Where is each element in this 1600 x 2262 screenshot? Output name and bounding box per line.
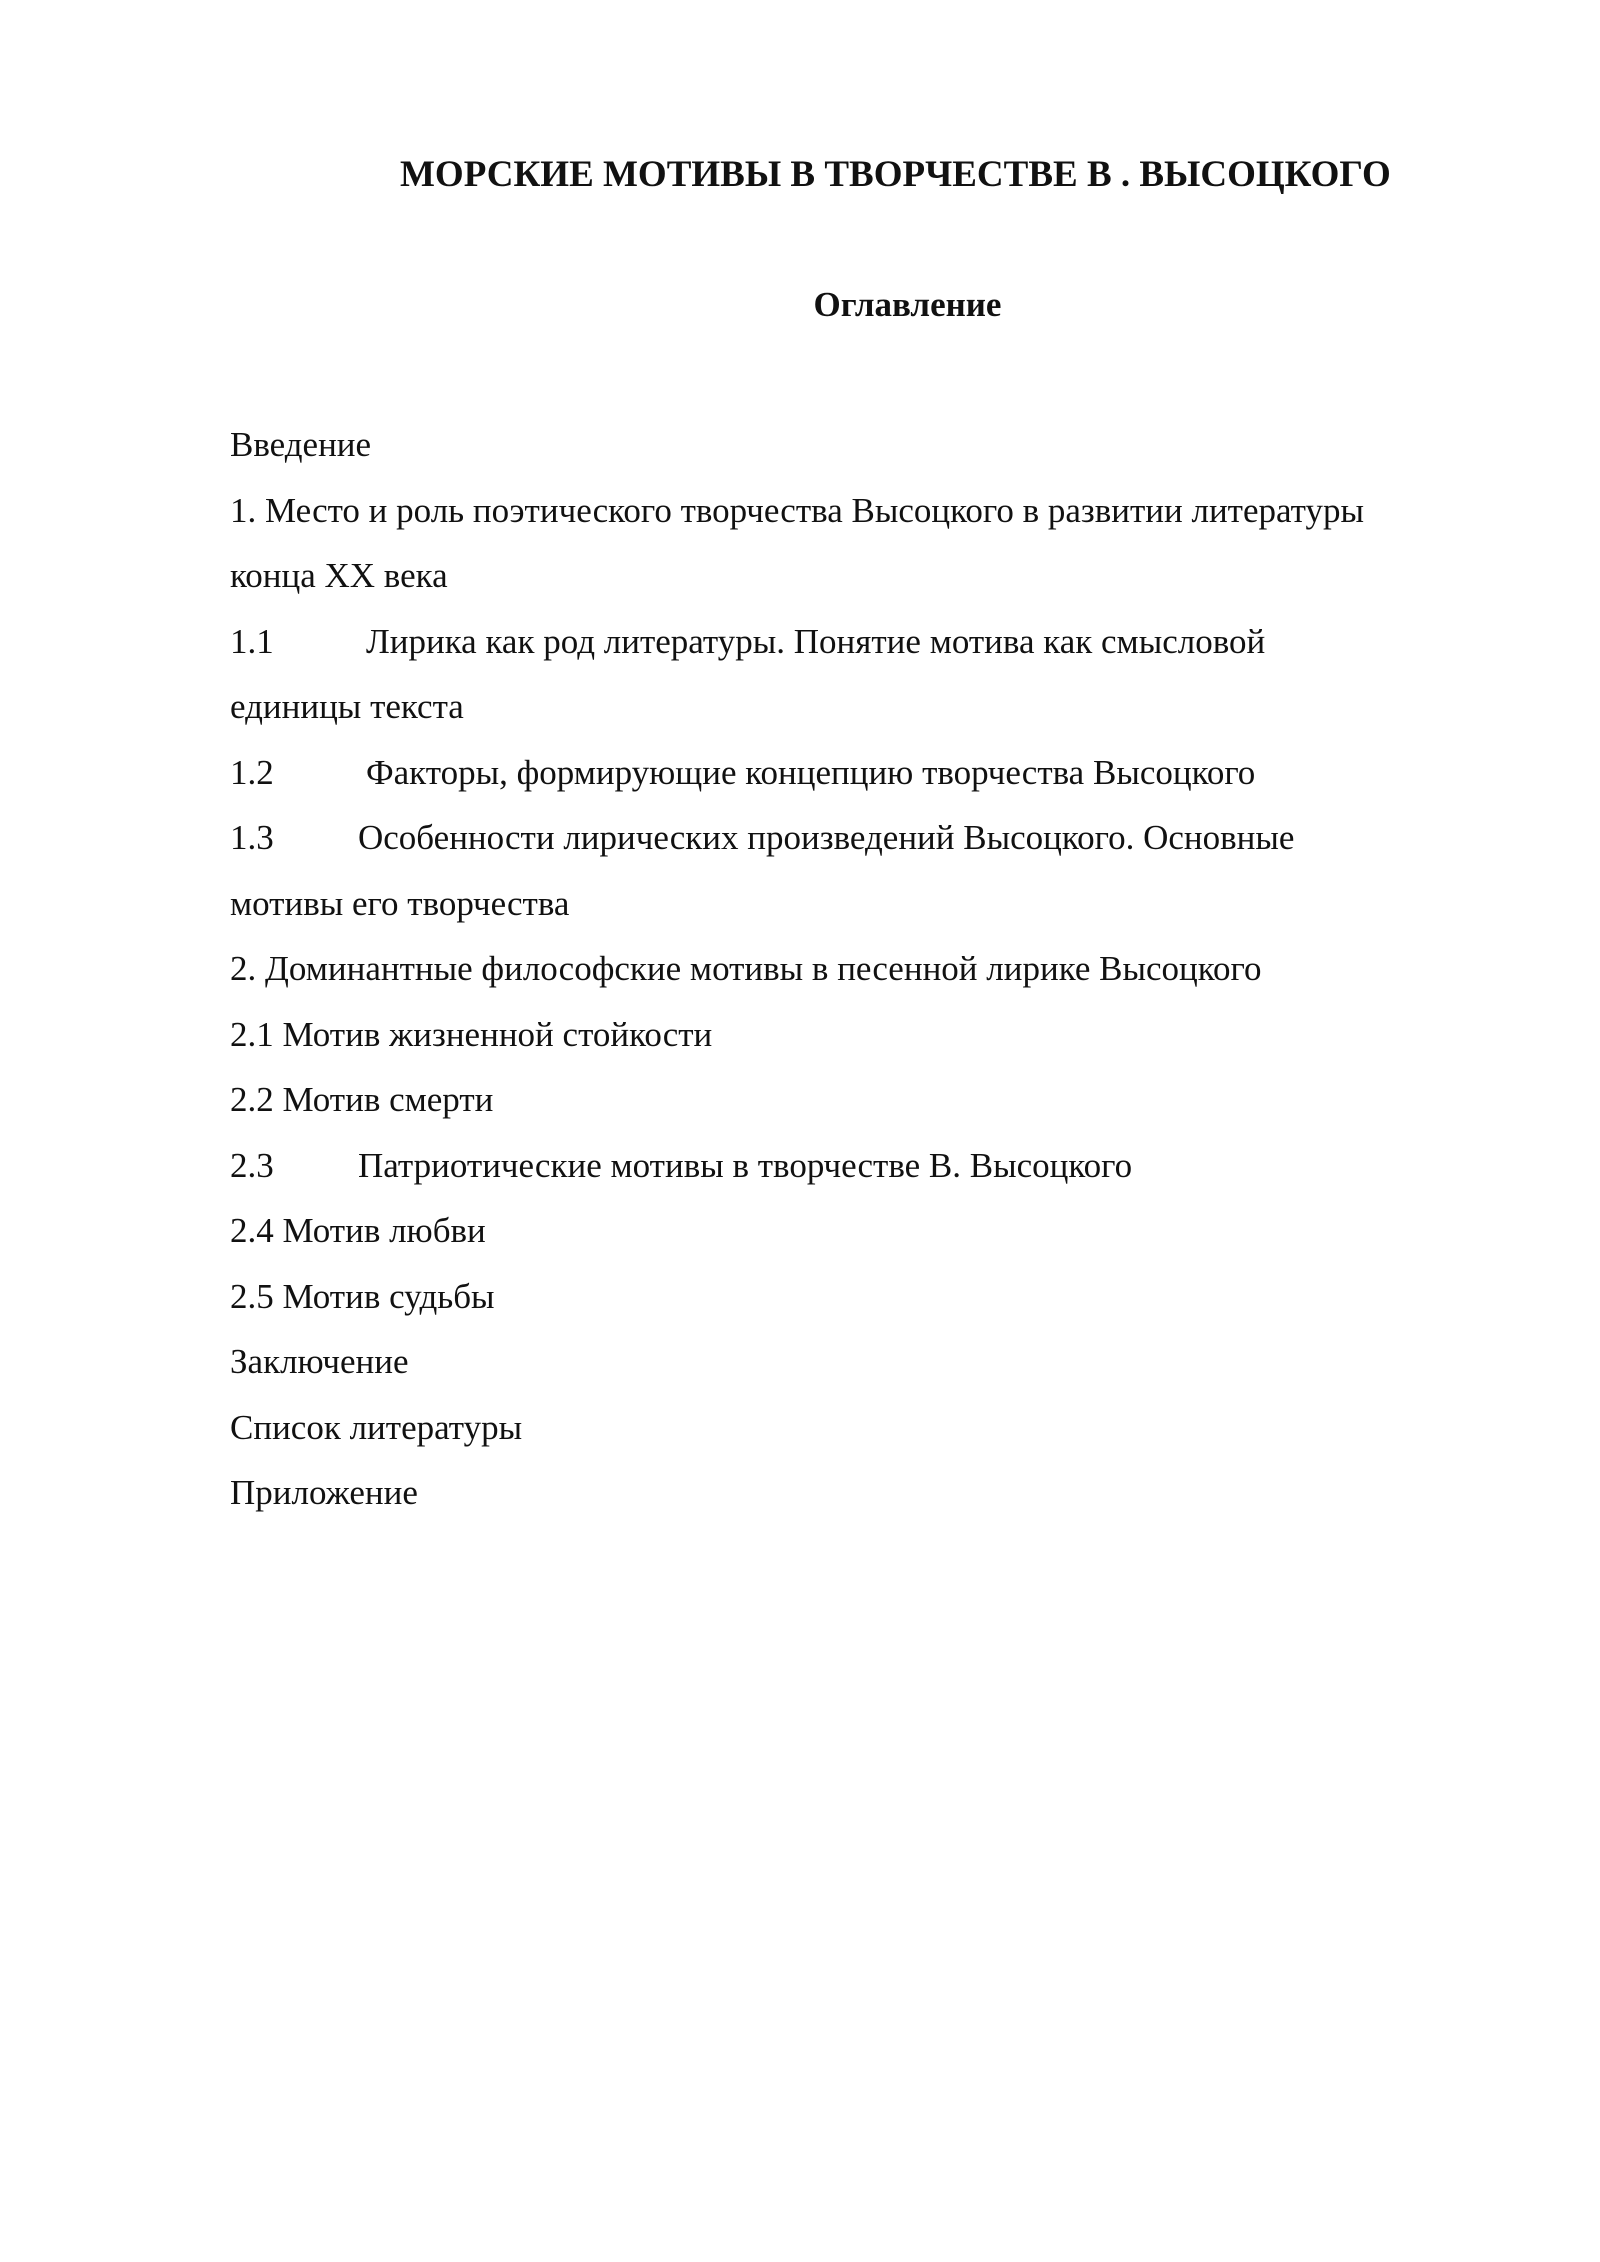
toc-item-text: Лирика как род литературы. Понятие мотива как смысловой bbox=[366, 621, 1266, 661]
toc-item-section-1-1 bbox=[230, 609, 1480, 675]
toc-item-text: Патриотические мотивы в творчестве В. Высоцкого bbox=[358, 1145, 1133, 1185]
toc-item-section-1-2 bbox=[230, 740, 1480, 806]
toc-item-section-2-4: 2.4 Мотив любви bbox=[230, 1211, 486, 1250]
toc-item-section-1-continuation: конца XX века bbox=[230, 556, 448, 595]
toc-item-number: 1.1 bbox=[230, 621, 274, 661]
toc-item-section-1: 1. Место и роль поэтического творчества Высоцкого в развитии литературы bbox=[230, 490, 1364, 530]
toc-item-appendix: Приложение bbox=[230, 1473, 418, 1512]
toc-item-intro: Введение bbox=[230, 425, 372, 464]
toc-heading: Оглавление bbox=[813, 285, 1002, 324]
table-of-contents bbox=[230, 412, 1480, 1526]
toc-item-section-1-3 bbox=[230, 805, 1480, 871]
toc-item-section-1-3-continuation: мотивы его творчества bbox=[230, 883, 570, 923]
toc-item-section-2: 2. Доминантные философские мотивы в песенной лирике Высоцкого bbox=[230, 949, 1262, 988]
toc-item-section-2-5: 2.5 Мотив судьбы bbox=[230, 1276, 495, 1316]
toc-item-number: 1.2 bbox=[230, 752, 274, 792]
toc-item-text: Особенности лирических произведений Высоцкого. Основные bbox=[358, 818, 1295, 857]
document-title: МОРСКИЕ МОТИВЫ В ТВОРЧЕСТВЕ В . ВЫСОЦКОГО bbox=[400, 154, 1391, 195]
toc-item-number: 2.3 bbox=[230, 1145, 274, 1185]
toc-item-section-2-3 bbox=[230, 1133, 1480, 1199]
toc-item-section-2-1: 2.1 Мотив жизненной стойкости bbox=[230, 1014, 713, 1054]
toc-item-conclusion: Заключение bbox=[230, 1342, 409, 1381]
toc-item-text: Факторы, формирующие концепцию творчества Высоцкого bbox=[366, 752, 1256, 792]
toc-item-section-1-1-continuation: единицы текста bbox=[230, 687, 464, 726]
toc-item-references: Список литературы bbox=[230, 1407, 523, 1447]
toc-item-number: 1.3 bbox=[230, 818, 274, 857]
toc-item-section-2-2: 2.2 Мотив смерти bbox=[230, 1080, 494, 1119]
